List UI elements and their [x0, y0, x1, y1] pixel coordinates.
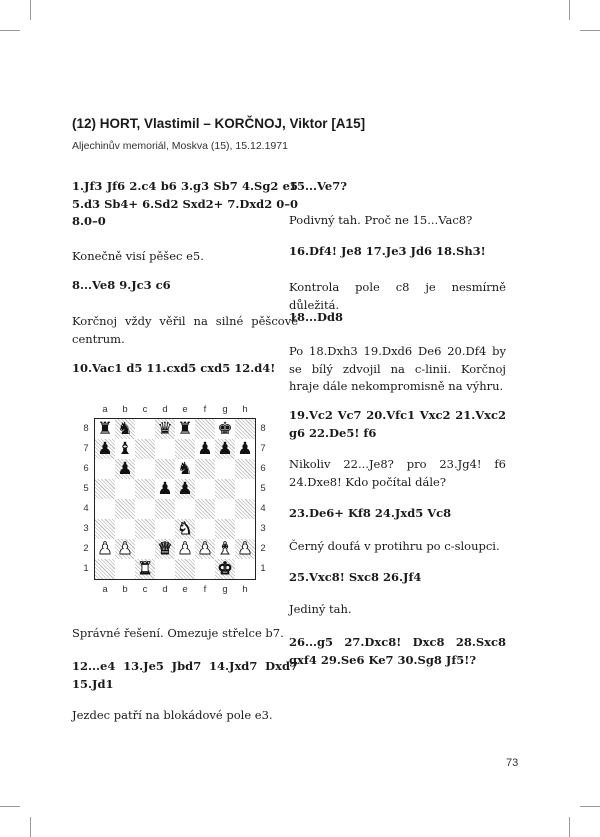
crop-mark	[30, 0, 31, 20]
rank-label: 1	[83, 563, 89, 574]
black-knight-icon: ♞	[117, 418, 133, 439]
black-rook-icon: ♜	[177, 418, 193, 439]
square-e2	[175, 539, 195, 559]
square-c4	[135, 499, 155, 519]
file-label: h	[242, 404, 248, 415]
file-label: b	[122, 584, 128, 595]
square-b1	[115, 559, 135, 579]
square-a1	[95, 559, 115, 579]
square-f1	[195, 559, 215, 579]
square-h3	[235, 519, 255, 539]
commentary-text: Korčnoj vždy věřil na silné pěšcové centrum.	[72, 314, 298, 346]
square-h2	[235, 539, 255, 559]
square-c7	[135, 439, 155, 459]
square-a5	[95, 479, 115, 499]
white-queen-icon: ♛	[157, 538, 173, 559]
square-g5	[215, 479, 235, 499]
commentary-text: Jediný tah.	[289, 602, 352, 616]
move-text: 25.Vxc8! Sxc8 26.Jf4	[289, 570, 422, 584]
file-label: e	[182, 404, 188, 415]
move-text: 26...g5 27.Dxc8! Dxc8 28.Sxc8 gxf4 29.Se6 Ke7 30.Sg8 Jf5!?	[289, 635, 506, 667]
square-c6	[135, 459, 155, 479]
black-queen-icon: ♛	[157, 418, 173, 439]
black-knight-icon: ♞	[177, 458, 193, 479]
commentary-text: Kontrola pole c8 je nesmírně důležitá.	[289, 280, 506, 312]
square-a2	[95, 539, 115, 559]
square-h5	[235, 479, 255, 499]
square-d4	[155, 499, 175, 519]
move-text: 23.De6+ Kf8 24.Jxd5 Vc8	[289, 506, 452, 520]
file-label: b	[122, 404, 128, 415]
page-number: 73	[506, 757, 519, 769]
rank-label: 6	[260, 463, 266, 474]
square-b8	[115, 419, 135, 439]
rank-label: 6	[83, 463, 89, 474]
square-h1	[235, 559, 255, 579]
commentary-text: Nikoliv 22...Je8? pro 23.Jg4! f6 24.Dxe8! Kdo počítal dále?	[289, 457, 506, 489]
square-e7	[175, 439, 195, 459]
square-b7	[115, 439, 135, 459]
white-pawn-icon: ♟	[237, 538, 253, 559]
white-pawn-icon: ♟	[117, 538, 133, 559]
file-label: f	[203, 404, 207, 415]
commentary-text: Konečně visí pěšec e5.	[72, 249, 204, 263]
square-c5	[135, 479, 155, 499]
square-h8	[235, 419, 255, 439]
square-a3	[95, 519, 115, 539]
square-c8	[135, 419, 155, 439]
square-d2	[155, 539, 175, 559]
rank-label: 8	[83, 423, 89, 434]
square-c2	[135, 539, 155, 559]
commentary-text: Černý doufá v protihru po c-sloupci.	[289, 539, 500, 553]
square-c3	[135, 519, 155, 539]
square-d7	[155, 439, 175, 459]
black-king-icon: ♚	[217, 418, 233, 439]
move-text: 1.Jf3 Jf6 2.c4 b6 3.g3 Sb7 4.Sg2 e5 5.d3 Sb4+ 6.Sd2 Sxd2+ 7.Dxd2 0–0 8.0–0	[72, 179, 298, 228]
square-g7	[215, 439, 235, 459]
black-pawn-icon: ♟	[97, 438, 113, 459]
rank-label: 2	[260, 543, 266, 554]
chess-diagram	[80, 404, 268, 600]
chess-board	[94, 418, 256, 580]
black-pawn-icon: ♟	[197, 438, 213, 459]
commentary-text: Podivný tah. Proč ne 15...Vac8?	[289, 213, 473, 227]
square-b2	[115, 539, 135, 559]
square-e6	[175, 459, 195, 479]
rank-label: 4	[83, 503, 89, 514]
square-b5	[115, 479, 135, 499]
square-b3	[115, 519, 135, 539]
square-f4	[195, 499, 215, 519]
square-f2	[195, 539, 215, 559]
rank-label: 5	[83, 483, 89, 494]
black-pawn-icon: ♟	[237, 438, 253, 459]
square-d3	[155, 519, 175, 539]
rank-label: 3	[83, 523, 89, 534]
move-text: 15...Ve7?	[289, 179, 347, 193]
square-a6	[95, 459, 115, 479]
move-text: 12...e4 13.Je5 Jbd7 14.Jxd7 Dxd7 15.Jd1	[72, 659, 298, 691]
square-d6	[155, 459, 175, 479]
square-f5	[195, 479, 215, 499]
square-e3	[175, 519, 195, 539]
move-text: 19.Vc2 Vc7 20.Vfc1 Vxc2 21.Vxc2 g6 22.De5! f6	[289, 408, 506, 440]
square-g6	[215, 459, 235, 479]
white-pawn-icon: ♟	[97, 538, 113, 559]
white-bishop-icon: ♝	[217, 538, 233, 559]
file-label: a	[102, 404, 108, 415]
square-a7	[95, 439, 115, 459]
white-king-icon: ♚	[217, 558, 233, 579]
square-g2	[215, 539, 235, 559]
commentary-text: Správné řešení. Omezuje střelce b7.	[72, 626, 284, 640]
move-text: 18...Dd8	[289, 310, 344, 324]
file-label: a	[102, 584, 108, 595]
square-d8	[155, 419, 175, 439]
square-a8	[95, 419, 115, 439]
black-rook-icon: ♜	[97, 418, 113, 439]
move-text: 16.Df4! Je8 17.Je3 Jd6 18.Sh3!	[289, 244, 486, 258]
file-label: g	[222, 404, 228, 415]
square-a4	[95, 499, 115, 519]
file-label: e	[182, 584, 188, 595]
square-h7	[235, 439, 255, 459]
rank-label: 4	[260, 503, 266, 514]
game-subtitle: Aljechinův memoriál, Moskva (15), 15.12.1971	[72, 140, 288, 152]
black-pawn-icon: ♟	[157, 478, 173, 499]
file-label: c	[142, 584, 148, 595]
file-label: c	[142, 404, 148, 415]
square-b4	[115, 499, 135, 519]
rank-label: 8	[260, 423, 266, 434]
crop-mark	[0, 806, 20, 807]
crop-mark	[0, 30, 20, 31]
white-pawn-icon: ♟	[197, 538, 213, 559]
square-b6	[115, 459, 135, 479]
square-h6	[235, 459, 255, 479]
crop-mark	[30, 817, 31, 837]
black-pawn-icon: ♟	[117, 458, 133, 479]
rank-label: 1	[260, 563, 266, 574]
square-f7	[195, 439, 215, 459]
game-title: (12) HORT, Vlastimil – KORČNOJ, Viktor [A15]	[72, 116, 366, 131]
square-e5	[175, 479, 195, 499]
rank-label: 5	[260, 483, 266, 494]
crop-mark	[569, 817, 570, 837]
square-h4	[235, 499, 255, 519]
rank-label: 2	[83, 543, 89, 554]
crop-mark	[580, 30, 600, 31]
commentary-text: Jezdec patří na blokádové pole e3.	[72, 708, 273, 722]
square-e8	[175, 419, 195, 439]
white-rook-icon: ♜	[137, 558, 153, 579]
square-g1	[215, 559, 235, 579]
white-pawn-icon: ♟	[177, 538, 193, 559]
file-label: d	[162, 404, 168, 415]
move-text: 8...Ve8 9.Jc3 c6	[72, 278, 171, 292]
file-label: g	[222, 584, 228, 595]
black-pawn-icon: ♟	[217, 438, 233, 459]
move-text: 10.Vac1 d5 11.cxd5 cxd5 12.d4!	[72, 361, 276, 375]
crop-mark	[580, 806, 600, 807]
square-f6	[195, 459, 215, 479]
square-c1	[135, 559, 155, 579]
square-f3	[195, 519, 215, 539]
rank-label: 7	[83, 443, 89, 454]
square-f8	[195, 419, 215, 439]
commentary-text: Po 18.Dxh3 19.Dxd6 De6 20.Df4 by se bílý zdvojil na c-linii. Korčnoj hraje dále nekompromisně na výhru.	[289, 344, 506, 393]
square-e1	[175, 559, 195, 579]
square-g8	[215, 419, 235, 439]
square-g3	[215, 519, 235, 539]
file-label: f	[203, 584, 207, 595]
rank-label: 7	[260, 443, 266, 454]
square-g4	[215, 499, 235, 519]
file-label: d	[162, 584, 168, 595]
crop-mark	[569, 0, 570, 20]
square-d5	[155, 479, 175, 499]
file-label: h	[242, 584, 248, 595]
right-column	[289, 0, 506, 837]
square-d1	[155, 559, 175, 579]
black-pawn-icon: ♟	[177, 478, 193, 499]
black-bishop-icon: ♝	[117, 438, 133, 459]
rank-label: 3	[260, 523, 266, 534]
square-e4	[175, 499, 195, 519]
white-knight-icon: ♞	[177, 518, 193, 539]
